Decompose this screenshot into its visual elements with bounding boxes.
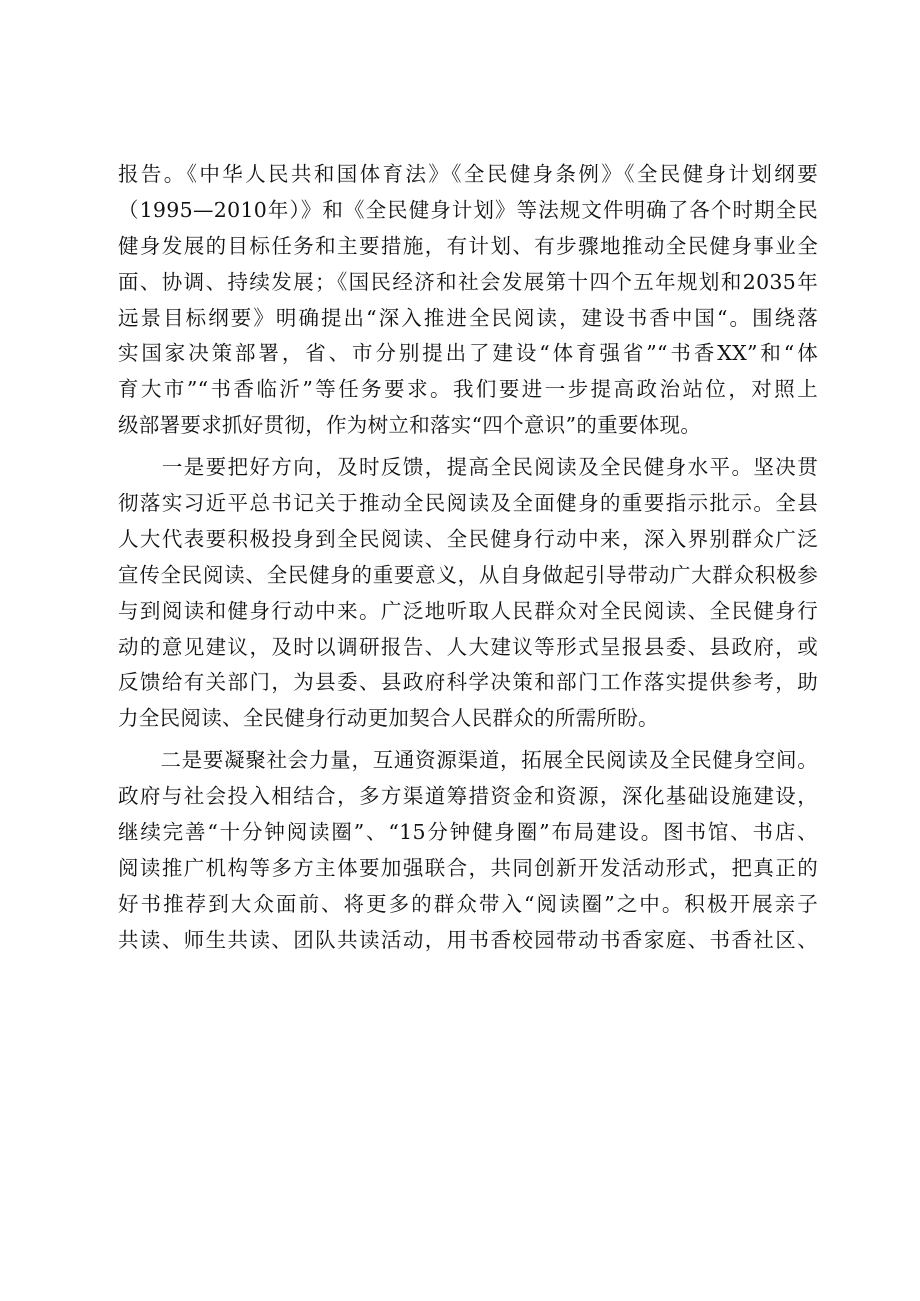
- text-line: 远景目标纲要》明确提出“深入推进全民阅读，建设书香中国“。围绕落: [118, 305, 818, 330]
- text-line: 面、协调、持续发展；《国民经济和社会发展第十四个五年规划和2035年: [118, 269, 818, 294]
- text-line: （1995—2010年）》和《全民健身计划》等法规文件明确了各个时期全民: [118, 197, 818, 222]
- paragraph-3: [118, 743, 818, 958]
- text-line: 实国家决策部署，省、市分别提出了建设“体育强省”“书香XX”和“体: [118, 341, 818, 366]
- text-line: 报告。《中华人民共和国体育法》《全民健身条例》《全民健身计划纲要: [118, 162, 818, 186]
- text-line: 健身发展的目标任务和主要措施，有计划、有步骤地推动全民健身事业全: [118, 233, 818, 258]
- paragraph-1: [118, 157, 818, 444]
- text-line: 反馈给有关部门，为县委、县政府科学决策和部门工作落实提供参考，助: [118, 670, 818, 695]
- text-line: 与到阅读和健身行动中来。广泛地听取人民群众对全民阅读、全民健身行: [118, 598, 818, 623]
- text-line: 好书推荐到大众面前、将更多的群众带入“阅读圈”之中。积极开展亲子: [118, 891, 818, 916]
- text-line: 共读、师生共读、团队共读活动，用书香校园带动书香家庭、书香社区、: [118, 927, 818, 952]
- text-line: 力全民阅读、全民健身行动更加契合人民群众的所需所盼。: [118, 706, 659, 731]
- text-line: 育大市”“书香临沂”等任务要求。我们要进一步提高政治站位，对照上: [118, 377, 818, 402]
- text-line: 动的意见建议，及时以调研报告、人大建议等形式呈报县委、县政府，或: [118, 634, 818, 659]
- text-line: 级部署要求抓好贯彻，作为树立和落实“四个意识”的重要体现。: [118, 413, 702, 438]
- text-line: 人大代表要积极投身到全民阅读、全民健身行动中来，深入界别群众广泛: [118, 526, 818, 551]
- text-line: 彻落实习近平总书记关于推动全民阅读及全面健身的重要指示批示。全县: [118, 491, 818, 516]
- text-line: 政府与社会投入相结合，多方渠道筹措资金和资源，深化基础设施建设，: [118, 784, 818, 809]
- body-text: [118, 157, 818, 959]
- text-line: 继续完善“十分钟阅读圈”、“15分钟健身圈”布局建设。图书馆、书店、: [118, 820, 818, 845]
- text-line: 二是要凝聚社会力量，互通资源渠道，拓展全民阅读及全民健身空间。: [118, 748, 818, 773]
- text-line: 阅读推广机构等多方主体要加强联合，共同创新开发活动形式，把真正的: [118, 855, 818, 880]
- paragraph-2: [118, 450, 818, 737]
- text-line: 宣传全民阅读、全民健身的重要意义，从自身做起引导带动广大群众积极参: [118, 562, 818, 587]
- text-line: 一是要把好方向，及时反馈，提高全民阅读及全民健身水平。坚决贯: [118, 455, 818, 480]
